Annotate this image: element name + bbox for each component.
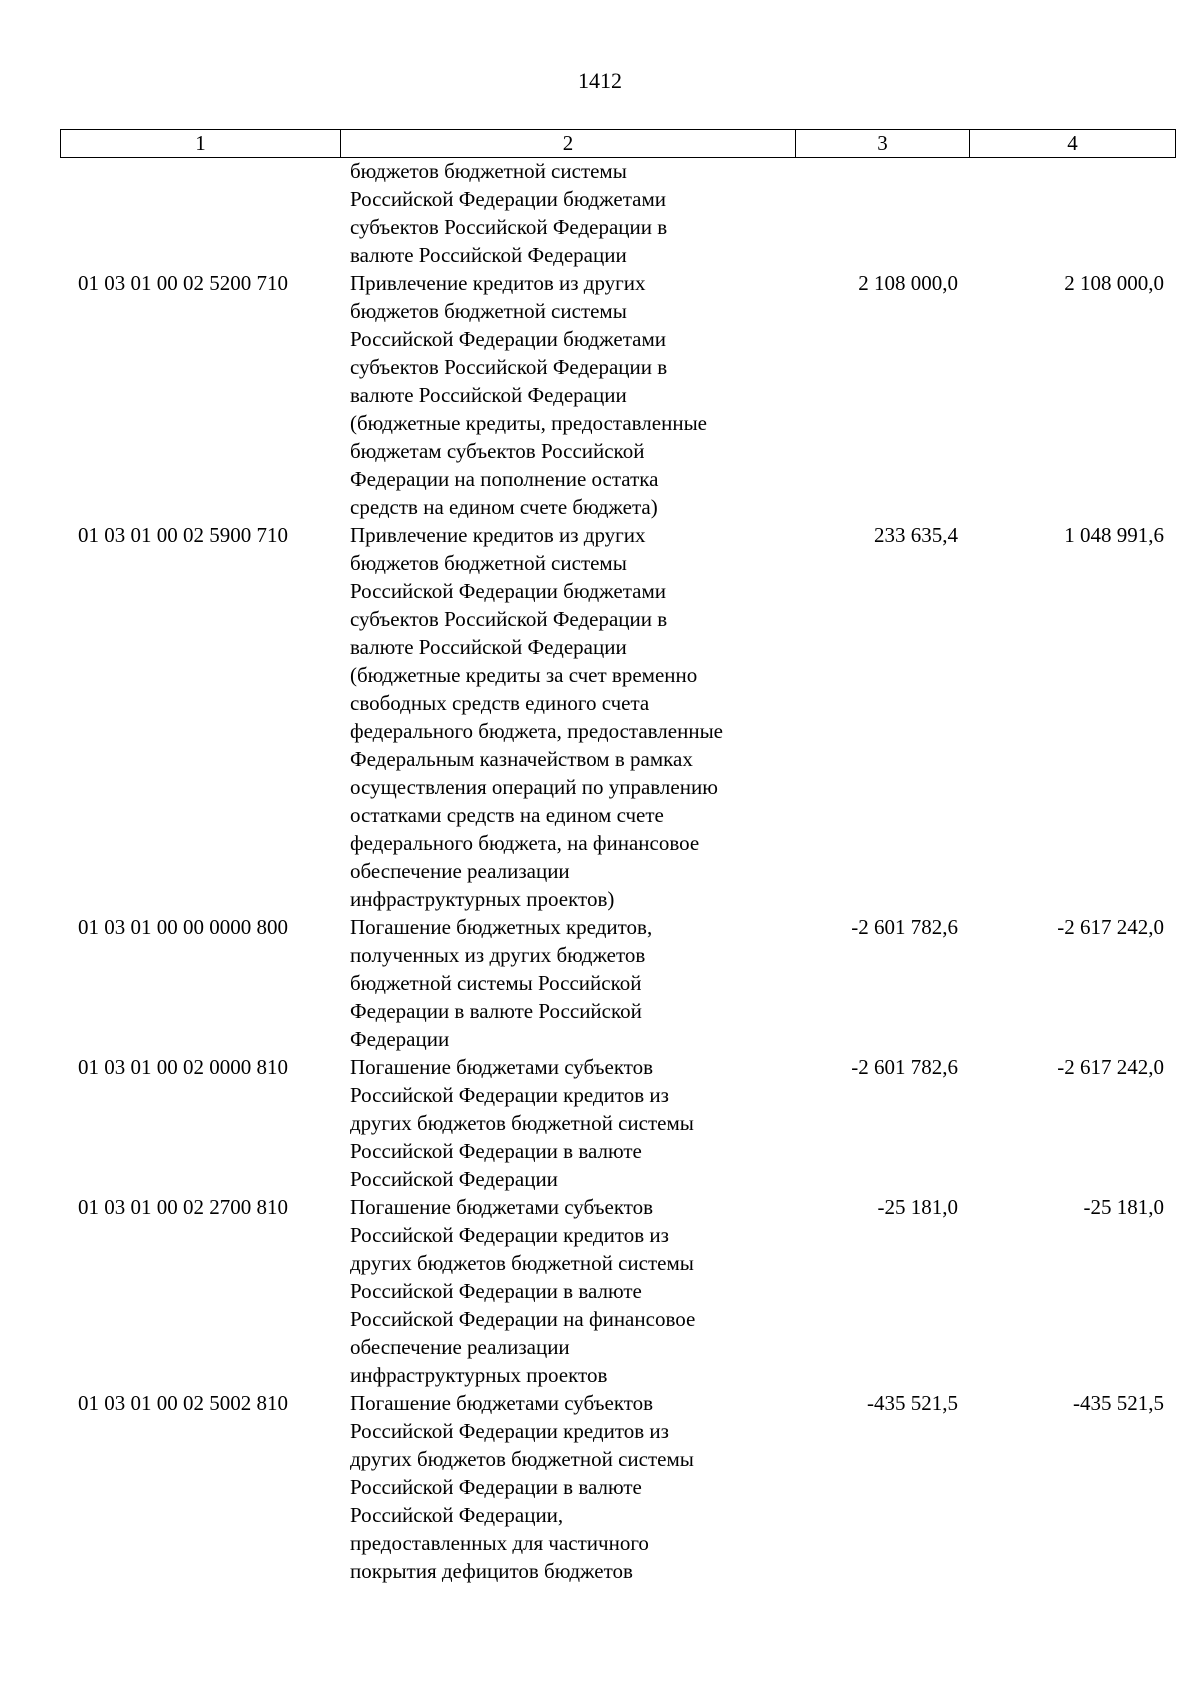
table-row [60, 1193, 1176, 1389]
table-row [60, 269, 1176, 521]
row-code: 01 03 01 00 02 5900 710 [78, 523, 288, 547]
description-line: остатками средств на едином счете [350, 803, 664, 827]
table-row [60, 521, 1176, 913]
table-body [60, 157, 1176, 1585]
description-line: свободных средств единого счета [350, 691, 650, 715]
description-line: Федерации [350, 1027, 450, 1051]
table-header [60, 129, 1176, 158]
description-line: Привлечение кредитов из других [350, 271, 646, 295]
row-value-col-4: -25 181,0 [1083, 1195, 1164, 1219]
description-line: Погашение бюджетами субъектов [350, 1391, 654, 1415]
row-value-col-3: -2 601 782,6 [851, 915, 958, 939]
description-line: Российской Федерации кредитов из [350, 1419, 669, 1443]
row-code: 01 03 01 00 02 0000 810 [78, 1055, 288, 1079]
description-line: полученных из других бюджетов [350, 943, 646, 967]
row-code: 01 03 01 00 02 2700 810 [78, 1195, 288, 1219]
description-line: инфраструктурных проектов) [350, 887, 615, 911]
table-row [60, 913, 1176, 1053]
description-line: федерального бюджета, на финансовое [350, 831, 700, 855]
description-line: субъектов Российской Федерации в [350, 355, 668, 379]
description-line: Привлечение кредитов из других [350, 523, 646, 547]
description-line: Российской Федерации [350, 1167, 558, 1191]
row-value-col-3: -435 521,5 [867, 1391, 958, 1415]
row-code: 01 03 01 00 02 5200 710 [78, 271, 288, 295]
row-value-col-3: -25 181,0 [877, 1195, 958, 1219]
row-code: 01 03 01 00 02 5002 810 [78, 1391, 288, 1415]
description-line: бюджетов бюджетной системы [350, 551, 627, 575]
row-value-col-4: -2 617 242,0 [1057, 915, 1164, 939]
description-line: бюджетов бюджетной системы [350, 159, 627, 183]
table-row [60, 1389, 1176, 1585]
row-value-col-3 [794, 157, 968, 269]
description-line: Российской Федерации в валюте [350, 1475, 642, 1499]
row-value-col-4 [968, 157, 1174, 269]
description-line: Погашение бюджетами субъектов [350, 1195, 654, 1219]
table-row [60, 1053, 1176, 1193]
description-line: бюджетной системы Российской [350, 971, 642, 995]
row-value-col-3: 233 635,4 [874, 523, 958, 547]
header-col-3: 3 [795, 130, 969, 157]
header-col-2: 2 [340, 130, 795, 157]
row-description [339, 913, 794, 1053]
description-line: Российской Федерации бюджетами [350, 327, 666, 351]
description-line: покрытия дефицитов бюджетов [350, 1559, 633, 1583]
header-col-4: 4 [969, 130, 1175, 157]
description-line: Федерации в валюте Российской [350, 999, 642, 1023]
description-line: Российской Федерации на финансовое [350, 1307, 696, 1331]
description-line: обеспечение реализации [350, 859, 570, 883]
row-description [339, 1053, 794, 1193]
page-number: 1412 [578, 68, 622, 93]
description-line: валюте Российской Федерации [350, 635, 627, 659]
row-value-col-4: -435 521,5 [1073, 1391, 1164, 1415]
description-line: Российской Федерации в валюте [350, 1279, 642, 1303]
description-line: Федерации на пополнение остатка [350, 467, 659, 491]
row-description [339, 269, 794, 521]
header-col-1: 1 [195, 131, 206, 155]
description-line: осуществления операций по управлению [350, 775, 718, 799]
description-line: федерального бюджета, предоставленные [350, 719, 724, 743]
description-line: субъектов Российской Федерации в [350, 215, 668, 239]
description-line: Российской Федерации кредитов из [350, 1083, 669, 1107]
description-line: других бюджетов бюджетной системы [350, 1447, 694, 1471]
description-line: других бюджетов бюджетной системы [350, 1111, 694, 1135]
row-code: 01 03 01 00 00 0000 800 [78, 915, 288, 939]
row-description [339, 1193, 794, 1389]
row-value-col-4: 2 108 000,0 [1064, 271, 1164, 295]
description-line: валюте Российской Федерации [350, 383, 627, 407]
description-line: бюджетов бюджетной системы [350, 299, 627, 323]
description-line: Федеральным казначейством в рамках [350, 747, 693, 771]
description-line: Погашение бюджетных кредитов, [350, 915, 653, 939]
description-line: обеспечение реализации [350, 1335, 570, 1359]
description-line: Российской Федерации кредитов из [350, 1223, 669, 1247]
description-line: валюте Российской Федерации [350, 243, 627, 267]
description-line: Российской Федерации бюджетами [350, 579, 666, 603]
table-row [60, 157, 1176, 269]
description-line: Российской Федерации в валюте [350, 1139, 642, 1163]
description-line: средств на едином счете бюджета) [350, 495, 658, 519]
description-line: (бюджетные кредиты за счет временно [350, 663, 698, 687]
row-value-col-4: 1 048 991,6 [1064, 523, 1164, 547]
row-description [339, 521, 794, 913]
description-line: Российской Федерации, [350, 1503, 564, 1527]
row-description [339, 1389, 794, 1585]
description-line: Российской Федерации бюджетами [350, 187, 666, 211]
description-line: инфраструктурных проектов [350, 1363, 608, 1387]
description-line: бюджетам субъектов Российской [350, 439, 645, 463]
row-description [339, 157, 794, 269]
description-line: других бюджетов бюджетной системы [350, 1251, 694, 1275]
row-value-col-4: -2 617 242,0 [1057, 1055, 1164, 1079]
description-line: субъектов Российской Федерации в [350, 607, 668, 631]
description-line: предоставленных для частичного [350, 1531, 649, 1555]
description-line: Погашение бюджетами субъектов [350, 1055, 654, 1079]
row-code [60, 157, 339, 269]
description-line: (бюджетные кредиты, предоставленные [350, 411, 707, 435]
row-value-col-3: 2 108 000,0 [858, 271, 958, 295]
row-value-col-3: -2 601 782,6 [851, 1055, 958, 1079]
